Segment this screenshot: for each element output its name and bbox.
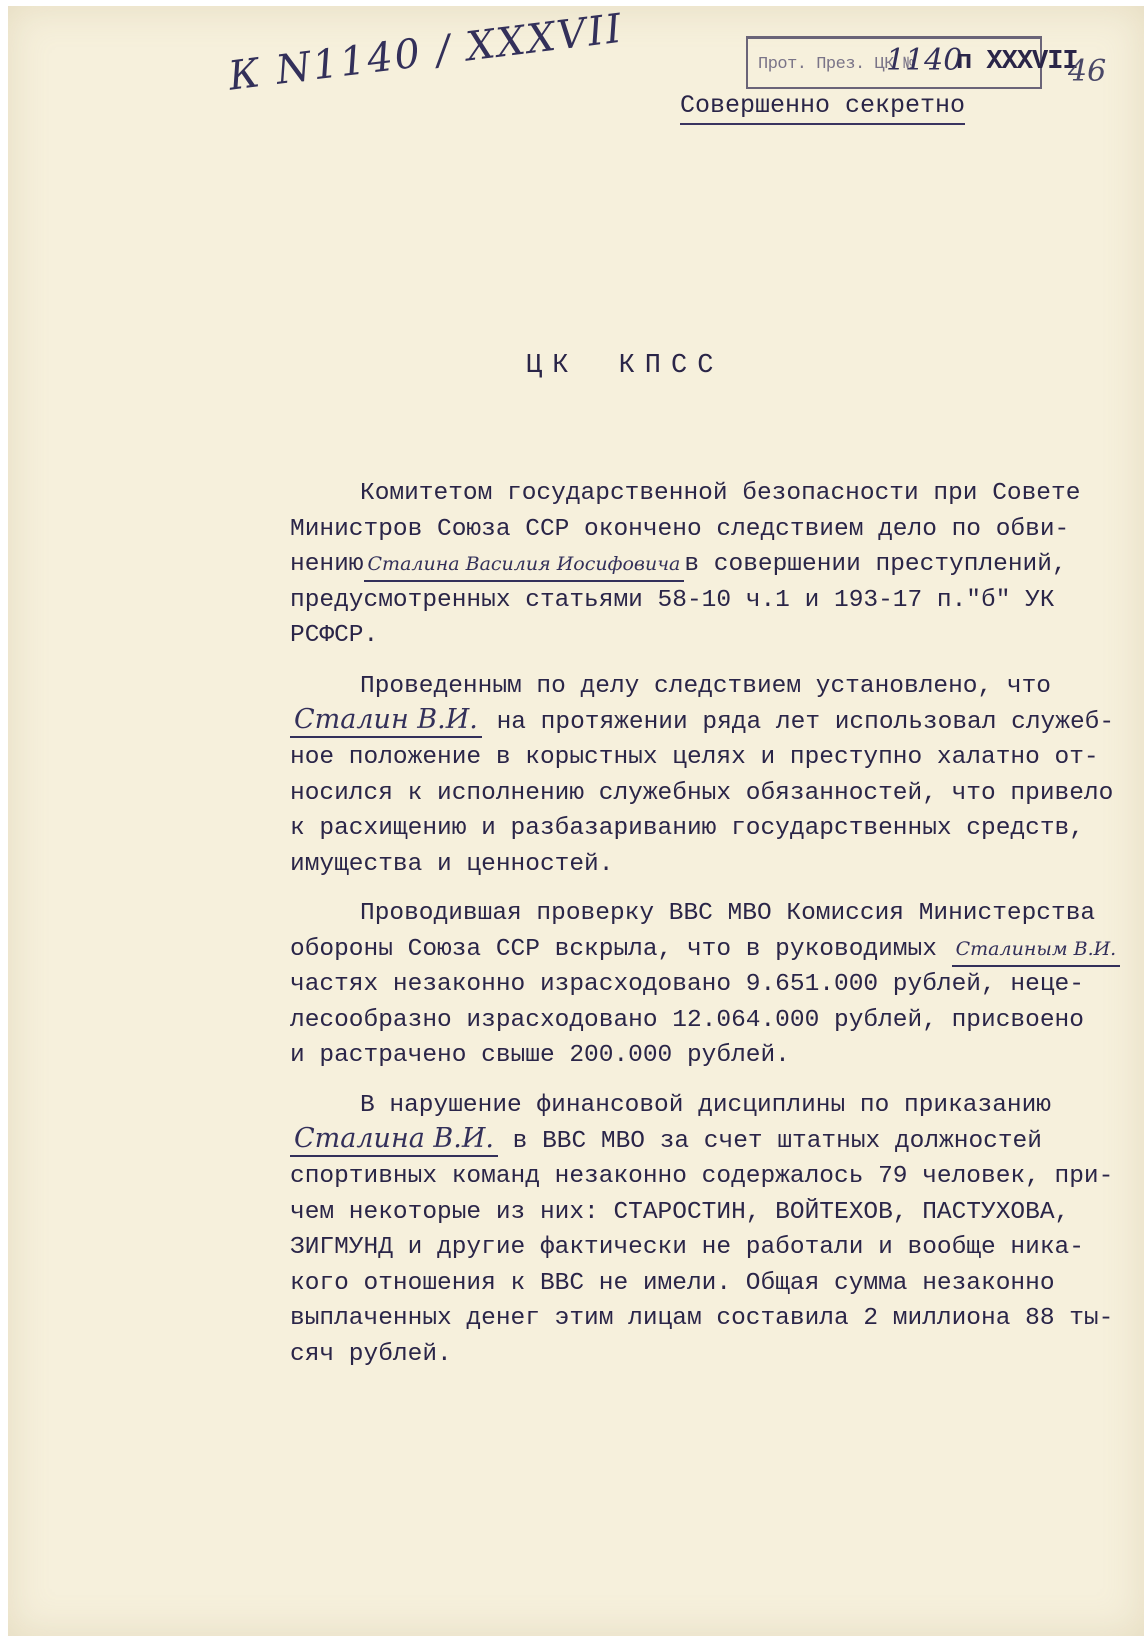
text-line: выплаченных денег этим лицам составила 2 миллиона 88 ты- xyxy=(290,1305,1114,1332)
text-line: Проведенным по делу следствием установлено, что xyxy=(360,673,1052,700)
handwritten-name: Сталина В.И. xyxy=(290,1124,498,1157)
text-line: имущества и ценностей. xyxy=(290,850,614,878)
text-line xyxy=(290,1124,1090,1160)
document-page xyxy=(8,6,1144,1636)
text-line: ЗИГМУНД и другие фактически не работали и вообще ника- xyxy=(290,1234,1084,1261)
handwritten-name: Сталин В.И. xyxy=(290,705,482,738)
text-line: к расхищению и разбазариванию государственных средств, xyxy=(290,815,1084,842)
text-line: лесообразно израсходовано 12.064.000 рублей, присвоено xyxy=(290,1006,1084,1034)
handwritten-name: Сталиным В.И. xyxy=(952,934,1121,967)
text-line: ное положение в корыстных целях и преступно халатно от- xyxy=(290,744,1099,771)
addressee-heading: ЦК КПСС xyxy=(526,351,724,381)
page-number: 46 xyxy=(1068,54,1107,89)
text-line: и растрачено свыше 200.000 рублей. xyxy=(290,1042,790,1069)
stamp-protocol-number: 1140 xyxy=(886,43,963,78)
text-fragment: нению xyxy=(290,551,364,578)
text-line: предусмотренных статьями 58-10 ч.1 и 193-17 п."б" УК xyxy=(290,586,1055,614)
text-line xyxy=(290,932,1117,968)
text-line: В нарушение финансовой дисциплины по приказанию xyxy=(360,1092,1052,1119)
text-line: сяч рублей. xyxy=(290,1340,452,1368)
text-line: чем некоторые из них: СТАРОСТИН, ВОЙТЕХОВ, ПАСТУХОВА, xyxy=(290,1198,1070,1226)
stamp-roman-number: п XXXVII xyxy=(956,47,1078,77)
text-line: РСФСР. xyxy=(290,622,379,649)
paragraph-2 xyxy=(290,669,1115,882)
paragraph-4 xyxy=(290,1088,1114,1372)
protocol-stamp xyxy=(746,36,1078,89)
text-line: Министров Союза ССР окончено следствием дело по обви- xyxy=(290,515,1070,543)
classification-label: Совершенно секретно xyxy=(680,91,965,125)
text-line: Комитетом государственной безопасности при Совете xyxy=(360,480,1081,507)
text-line: носился к исполнению служебных обязанностей, что привело xyxy=(290,779,1114,807)
text-line: кого отношения к ВВС не имели. Общая сумма незаконно xyxy=(290,1269,1055,1297)
text-line: частях незаконно израсходовано 9.651.000 рублей, нецe- xyxy=(290,971,1084,998)
text-line: спортивных команд незаконно содержалось 79 человек, при- xyxy=(290,1163,1114,1190)
stamp-label: Прот. През. ЦК № xyxy=(758,55,914,74)
paragraph-1 xyxy=(290,476,1090,654)
text-fragment: в ВВС МВО за счет штатных должностей xyxy=(512,1127,1042,1155)
text-line: Проводившая проверку ВВС МВО Комиссия Министерства xyxy=(360,900,1096,927)
text-line xyxy=(290,547,1090,583)
paragraph-3 xyxy=(290,896,1117,1074)
text-line xyxy=(290,703,1115,741)
handwritten-corner-note: К N1140 / XXXVII xyxy=(226,5,626,100)
text-fragment: на протяжении ряда лет использовал служеб- xyxy=(496,708,1115,736)
text-fragment: обороны Союза ССР вскрыла, что в руководимых xyxy=(290,935,937,963)
handwritten-name: Сталина Василия Иосифовича xyxy=(364,549,685,582)
text-fragment: в совершении преступлений, xyxy=(684,551,1067,578)
